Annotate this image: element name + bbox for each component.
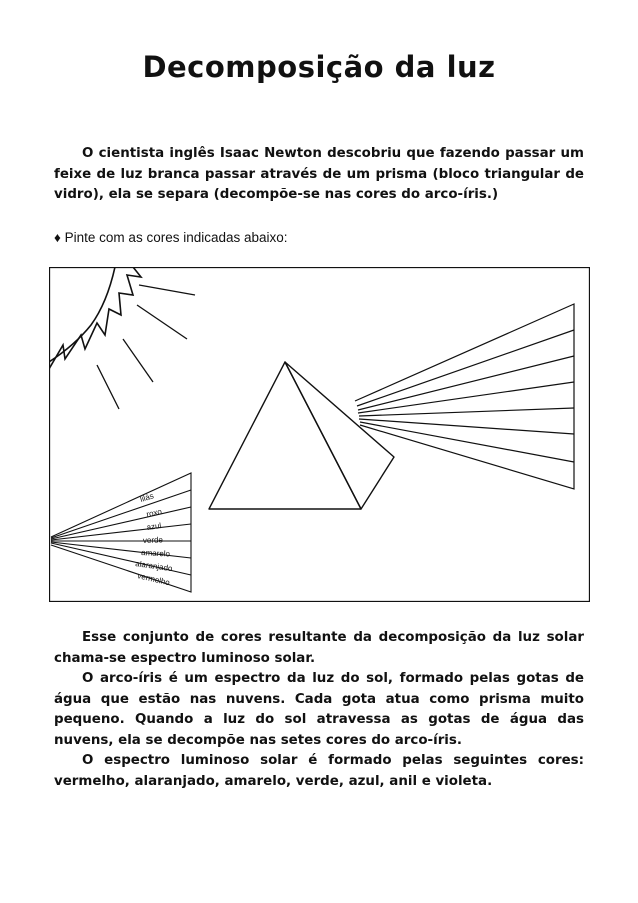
label-azul: azul <box>146 521 162 532</box>
spectrum-fan-right <box>355 304 574 489</box>
prism <box>209 362 394 509</box>
bullet-icon: ♦ <box>54 230 61 245</box>
instruction-text: Pinte com as cores indicadas abaixo: <box>64 230 288 245</box>
intro-text: O cientista inglês Isaac Newton descobriu que fazendo passar um feixe de luz branca passar através de um prisma (bloco triangular de vidro), ela se separa (decompõe-se nas cores do <box>54 146 584 202</box>
illustration-svg <box>49 267 590 602</box>
colors-paragraph <box>54 751 584 792</box>
intro-text-end: ) <box>491 187 499 202</box>
label-amarelo: amarelo <box>140 548 171 559</box>
spectrum-fan-left <box>51 473 191 592</box>
intro-highlight: arco-íris. <box>424 187 492 202</box>
prism-illustration <box>49 267 590 602</box>
page-title: Decomposição da luz <box>142 50 496 84</box>
instruction <box>54 230 288 245</box>
spectrum-highlight: espectro luminoso solar. <box>130 650 316 666</box>
spectrum-paragraph <box>54 628 584 669</box>
label-vermelho: vermelho <box>136 571 171 588</box>
label-alaranjado: alaranjado <box>134 559 173 574</box>
rainbow-paragraph <box>54 669 584 751</box>
sun-disc <box>49 267 115 362</box>
intro-paragraph <box>54 144 584 206</box>
label-verde: verde <box>142 535 164 545</box>
spectrum-text: Esse conjunto de cores resultante da decomposição da luz solar chama-se <box>54 630 584 666</box>
rainbow-text: O arco-íris é um espectro da luz do sol, formado pelas gotas de água que estão nas nuvens. Cada gota atua como prisma muito pequeno. Quando a luz do sol atravessa as gotas de água das nuvens, ela se decompõe nas setes cores do arco-íris. <box>54 671 584 748</box>
label-roxo: roxo <box>145 506 163 519</box>
spectrum-labels <box>135 491 174 587</box>
label-lilas: lilás <box>138 491 155 504</box>
sun-rays <box>97 285 195 409</box>
colors-text: O espectro luminoso solar é formado pelas seguintes cores: vermelho, alaranjado, amarelo, verde, azul, anil e violeta. <box>54 753 584 789</box>
